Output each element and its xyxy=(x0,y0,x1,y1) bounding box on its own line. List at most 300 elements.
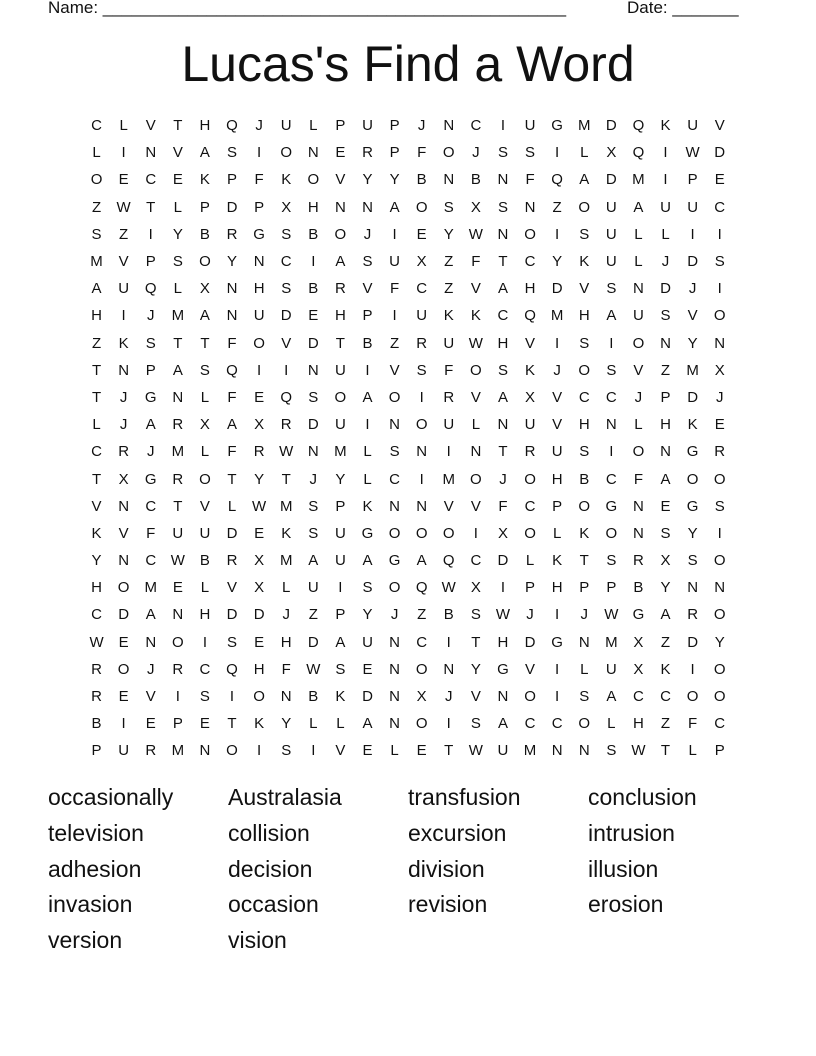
grid-letter: I xyxy=(690,660,695,678)
grid-letter: S xyxy=(606,280,617,298)
grid-letter: A xyxy=(227,416,238,434)
grid-letter: I xyxy=(365,416,370,434)
grid-letter: S xyxy=(227,144,238,162)
grid-letter: D xyxy=(226,606,238,624)
grid-letter: J xyxy=(282,606,290,624)
grid-letter: W xyxy=(468,334,483,352)
grid-letter: R xyxy=(443,388,455,406)
grid-letter: C xyxy=(280,253,292,271)
grid-letter: F xyxy=(688,715,698,733)
grid-letter: Y xyxy=(714,633,725,651)
grid-letter: S xyxy=(362,579,373,597)
grid-letter: T xyxy=(91,361,102,379)
grid-letter: V xyxy=(145,117,156,135)
grid-letter: O xyxy=(632,334,645,352)
grid-letter: V xyxy=(470,497,481,515)
grid-letter: F xyxy=(498,497,508,515)
grid-letter: N xyxy=(497,416,509,434)
grid-letter: S xyxy=(606,361,617,379)
grid-letter: D xyxy=(605,117,617,135)
grid-letter: S xyxy=(145,334,156,352)
grid-letter: L xyxy=(390,742,399,760)
grid-letter: X xyxy=(118,470,129,488)
grid-letter: Y xyxy=(687,334,698,352)
grid-letter: M xyxy=(171,443,185,461)
grid-letter: G xyxy=(686,497,699,515)
grid-letter: Y xyxy=(172,225,183,243)
grid-letter: E xyxy=(335,144,346,162)
grid-letter: S xyxy=(579,688,590,706)
grid-letter: J xyxy=(580,606,588,624)
grid-letter: R xyxy=(334,280,346,298)
grid-letter: J xyxy=(661,253,670,271)
grid-letter: R xyxy=(362,144,373,162)
grid-letter: L xyxy=(580,660,589,678)
grid-letter: S xyxy=(470,606,481,624)
grid-letter: Z xyxy=(417,606,427,624)
grid-letter: P xyxy=(335,117,346,135)
grid-row xyxy=(83,737,733,764)
grid-letter: G xyxy=(388,552,401,570)
grid-letter: O xyxy=(334,388,347,406)
grid-letter: F xyxy=(525,171,535,189)
grid-letter: T xyxy=(281,470,291,488)
grid-letter: D xyxy=(687,388,699,406)
grid-letter: P xyxy=(227,171,238,189)
grid-letter: O xyxy=(253,688,265,706)
word-bank-item: vision xyxy=(228,927,287,954)
grid-letter: O xyxy=(442,524,455,542)
grid-letter: Y xyxy=(362,171,373,189)
word-bank-item: collision xyxy=(228,819,310,846)
grid-letter: P xyxy=(335,497,346,515)
word-bank-item: transfusion xyxy=(408,784,521,810)
grid-letter: A xyxy=(660,606,671,624)
grid-letter: F xyxy=(444,361,454,379)
grid-letter: I xyxy=(365,361,370,379)
grid-letter: U xyxy=(605,198,617,216)
grid-row xyxy=(83,166,733,193)
grid-letter: V xyxy=(281,334,292,352)
grid-letter: G xyxy=(144,388,157,406)
date-field: Date: _______ xyxy=(627,0,739,17)
grid-letter: I xyxy=(257,361,262,379)
word-bank-item: revision xyxy=(408,891,488,918)
grid-letter: T xyxy=(227,470,237,488)
grid-letter: K xyxy=(91,524,102,542)
grid-letter: P xyxy=(335,606,346,624)
grid-letter: N xyxy=(307,144,319,162)
word-bank-item: excursion xyxy=(408,819,507,846)
grid-letter: E xyxy=(362,660,373,678)
grid-letter: U xyxy=(334,552,346,570)
grid-letter: D xyxy=(687,253,699,271)
grid-letter: R xyxy=(91,660,102,678)
grid-letter: X xyxy=(497,524,508,542)
grid-letter: B xyxy=(416,171,427,189)
grid-letter: N xyxy=(389,497,400,515)
grid-letter: J xyxy=(499,470,507,488)
grid-letter: W xyxy=(279,443,294,461)
grid-letter: K xyxy=(579,524,590,542)
grid-letter: N xyxy=(226,307,238,325)
grid-letter: T xyxy=(579,552,589,570)
grid-letter: O xyxy=(90,171,103,189)
grid-letter: U xyxy=(334,361,346,379)
word-bank-item: decision xyxy=(228,855,313,882)
grid-letter: N xyxy=(497,688,509,706)
grid-letter: U xyxy=(280,117,292,135)
grid-row xyxy=(83,221,733,248)
grid-letter: H xyxy=(91,307,102,325)
grid-letter: J xyxy=(146,443,155,461)
grid-letter: G xyxy=(632,606,645,624)
grid-letter: V xyxy=(714,117,725,135)
grid-letter: C xyxy=(524,253,536,271)
grid-letter: V xyxy=(199,497,210,515)
grid-letter: I xyxy=(717,225,722,243)
grid-letter: O xyxy=(524,470,536,488)
grid-letter: O xyxy=(578,361,591,379)
grid-letter: X xyxy=(525,388,536,406)
grid-letter: C xyxy=(605,470,617,488)
letter-grid xyxy=(83,112,733,765)
grid-letter: I xyxy=(446,443,451,461)
grid-letter: F xyxy=(146,524,156,542)
grid-letter: D xyxy=(660,280,671,298)
grid-letter: H xyxy=(280,633,292,651)
grid-letter: M xyxy=(90,253,103,271)
grid-letter: P xyxy=(579,579,590,597)
grid-letter: A xyxy=(660,470,671,488)
grid-letter: V xyxy=(633,361,644,379)
grid-letter: S xyxy=(579,225,590,243)
grid-letter: W xyxy=(306,660,321,678)
grid-letter: A xyxy=(308,552,319,570)
grid-letter: J xyxy=(417,117,426,135)
grid-letter: V xyxy=(335,742,346,760)
grid-letter: N xyxy=(443,171,455,189)
grid-letter: B xyxy=(308,225,319,243)
grid-letter: K xyxy=(335,688,346,706)
grid-letter: O xyxy=(713,688,726,706)
grid-letter: H xyxy=(578,416,590,434)
grid-letter: Q xyxy=(226,660,238,678)
grid-letter: Q xyxy=(226,361,238,379)
word-bank-item: adhesion xyxy=(48,855,142,882)
grid-letter: C xyxy=(714,715,726,733)
grid-letter: D xyxy=(362,688,373,706)
grid-letter: C xyxy=(199,660,211,678)
grid-letter: V xyxy=(335,171,346,189)
grid-letter: O xyxy=(578,715,591,733)
grid-letter: L xyxy=(227,497,237,515)
grid-letter: T xyxy=(91,388,102,406)
grid-letter: D xyxy=(307,416,319,434)
grid-letter: A xyxy=(606,307,617,325)
grid-letter: V xyxy=(91,497,102,515)
grid-letter: T xyxy=(91,470,102,488)
grid-letter: N xyxy=(389,660,400,678)
grid-row xyxy=(83,710,733,737)
grid-letter: F xyxy=(227,388,237,406)
grid-letter: E xyxy=(660,497,671,515)
grid-letter: C xyxy=(633,688,644,706)
grid-letter: U xyxy=(118,742,130,760)
grid-row xyxy=(83,275,733,302)
grid-letter: P xyxy=(660,388,671,406)
grid-letter: N xyxy=(389,633,400,651)
grid-letter: D xyxy=(605,171,617,189)
grid-letter: E xyxy=(118,633,129,651)
grid-letter: I xyxy=(392,307,397,325)
grid-letter: I xyxy=(555,660,560,678)
grid-letter: C xyxy=(660,688,671,706)
grid-letter: N xyxy=(362,198,373,216)
grid-letter: C xyxy=(145,171,157,189)
grid-letter: G xyxy=(361,524,374,542)
grid-letter: I xyxy=(419,470,424,488)
grid-letter: N xyxy=(714,579,726,597)
grid-letter: P xyxy=(714,742,725,760)
grid-letter: U xyxy=(362,117,373,135)
grid-letter: I xyxy=(229,688,235,706)
grid-letter: O xyxy=(388,524,401,542)
grid-letter: A xyxy=(579,171,590,189)
grid-letter: U xyxy=(633,307,644,325)
word-bank xyxy=(48,780,768,959)
word-bank-item: erosion xyxy=(588,891,664,918)
grid-letter: C xyxy=(91,117,102,135)
grid-letter: N xyxy=(389,416,400,434)
grid-letter: I xyxy=(148,225,153,243)
grid-letter: H xyxy=(497,633,509,651)
grid-letter: G xyxy=(253,225,265,243)
grid-letter: I xyxy=(311,742,316,760)
grid-letter: K xyxy=(118,334,129,352)
grid-letter: W xyxy=(495,606,511,624)
grid-letter: O xyxy=(280,144,293,162)
grid-letter: F xyxy=(633,470,643,488)
grid-letter: L xyxy=(688,742,697,760)
grid-letter: R xyxy=(172,660,184,678)
grid-letter: V xyxy=(525,660,536,678)
grid-letter: T xyxy=(227,715,237,733)
grid-letter: U xyxy=(605,225,617,243)
grid-letter: J xyxy=(445,688,453,706)
grid-letter: S xyxy=(308,497,319,515)
grid-letter: D xyxy=(118,606,130,624)
grid-letter: J xyxy=(146,660,155,678)
grid-letter: Q xyxy=(524,307,536,325)
grid-letter: B xyxy=(308,688,319,706)
grid-letter: N xyxy=(145,633,157,651)
grid-letter: I xyxy=(500,117,506,135)
grid-letter: S xyxy=(281,225,292,243)
grid-letter: Q xyxy=(551,171,563,189)
grid-letter: L xyxy=(282,579,291,597)
grid-letter: S xyxy=(687,552,698,570)
grid-letter: K xyxy=(660,660,671,678)
grid-letter: E xyxy=(254,524,265,542)
grid-letter: I xyxy=(690,225,695,243)
grid-letter: R xyxy=(118,443,130,461)
grid-letter: M xyxy=(550,307,564,325)
grid-row xyxy=(83,601,733,628)
grid-letter: W xyxy=(468,225,483,243)
grid-letter: Q xyxy=(280,388,293,406)
grid-letter: O xyxy=(415,524,428,542)
grid-letter: H xyxy=(660,416,671,434)
grid-letter: N xyxy=(687,579,699,597)
grid-letter: O xyxy=(713,307,726,325)
grid-letter: I xyxy=(446,633,451,651)
grid-row xyxy=(83,547,733,574)
grid-letter: U xyxy=(687,117,699,135)
grid-letter: P xyxy=(145,253,156,271)
grid-letter: A xyxy=(633,198,644,216)
grid-letter: F xyxy=(389,280,400,298)
grid-letter: O xyxy=(524,225,536,243)
grid-letter: R xyxy=(253,443,265,461)
grid-letter: O xyxy=(253,334,265,352)
grid-letter: O xyxy=(117,660,130,678)
grid-letter: N xyxy=(118,552,130,570)
grid-letter: R xyxy=(687,606,699,624)
grid-letter: U xyxy=(172,524,184,542)
grid-letter: O xyxy=(388,579,401,597)
grid-letter: O xyxy=(524,688,536,706)
grid-letter: A xyxy=(497,715,508,733)
grid-letter: L xyxy=(634,225,643,243)
grid-letter: L xyxy=(200,388,210,406)
grid-letter: B xyxy=(633,579,644,597)
grid-letter: R xyxy=(226,552,238,570)
grid-letter: K xyxy=(443,307,454,325)
grid-letter: M xyxy=(279,497,293,515)
grid-letter: N xyxy=(199,742,211,760)
grid-letter: C xyxy=(91,443,102,461)
grid-letter: N xyxy=(226,280,238,298)
word-bank-item: Australasia xyxy=(228,784,342,810)
grid-letter: O xyxy=(171,633,184,651)
grid-letter: I xyxy=(555,606,560,624)
grid-letter: S xyxy=(660,524,671,542)
grid-letter: M xyxy=(686,361,699,379)
grid-letter: O xyxy=(226,742,238,760)
grid-letter: E xyxy=(254,633,265,651)
grid-letter: I xyxy=(392,225,397,243)
grid-letter: W xyxy=(468,742,483,760)
grid-letter: H xyxy=(633,715,644,733)
grid-letter: Y xyxy=(470,660,481,678)
grid-letter: X xyxy=(660,552,671,570)
grid-letter: O xyxy=(470,470,482,488)
grid-letter: Q xyxy=(144,280,157,298)
grid-letter: P xyxy=(687,171,698,189)
grid-letter: L xyxy=(525,552,535,570)
grid-letter: R xyxy=(633,552,644,570)
grid-letter: O xyxy=(442,144,455,162)
grid-letter: P xyxy=(525,579,536,597)
grid-letter: U xyxy=(497,742,509,760)
grid-letter: K xyxy=(687,416,698,434)
grid-row xyxy=(83,683,733,710)
grid-letter: I xyxy=(473,524,478,542)
grid-letter: N xyxy=(416,443,428,461)
grid-letter: A xyxy=(606,688,617,706)
grid-letter: E xyxy=(308,307,319,325)
grid-letter: E xyxy=(254,388,265,406)
grid-letter: B xyxy=(362,334,373,352)
grid-letter: J xyxy=(390,606,399,624)
grid-row xyxy=(83,139,733,166)
grid-letter: N xyxy=(280,688,292,706)
grid-letter: K xyxy=(660,117,671,135)
grid-letter: C xyxy=(578,388,590,406)
grid-letter: K xyxy=(362,497,373,515)
grid-letter: L xyxy=(607,715,616,733)
grid-row xyxy=(83,302,733,329)
grid-letter: X xyxy=(199,280,210,298)
grid-letter: X xyxy=(470,198,481,216)
grid-letter: A xyxy=(362,388,373,406)
grid-letter: R xyxy=(280,416,292,434)
grid-letter: U xyxy=(551,443,563,461)
grid-letter: I xyxy=(717,280,722,298)
grid-letter: N xyxy=(253,253,265,271)
grid-letter: X xyxy=(633,633,644,651)
grid-letter: I xyxy=(717,524,722,542)
grid-letter: U xyxy=(334,524,346,542)
grid-letter: H xyxy=(497,334,509,352)
grid-letter: L xyxy=(200,579,210,597)
grid-letter: B xyxy=(579,470,590,488)
grid-letter: W xyxy=(604,606,619,624)
grid-letter: D xyxy=(253,606,265,624)
grid-letter: Y xyxy=(281,715,292,733)
grid-letter: S xyxy=(281,280,292,298)
grid-letter: V xyxy=(389,361,400,379)
grid-letter: S xyxy=(172,253,183,271)
grid-letter: S xyxy=(308,388,319,406)
grid-letter: N xyxy=(633,524,644,542)
grid-letter: V xyxy=(118,524,129,542)
grid-letter: O xyxy=(199,470,211,488)
grid-letter: N xyxy=(714,334,726,352)
grid-letter: L xyxy=(173,280,182,298)
grid-letter: T xyxy=(173,334,183,352)
grid-letter: A xyxy=(362,715,373,733)
grid-letter: O xyxy=(632,443,645,461)
grid-letter: C xyxy=(145,552,157,570)
grid-letter: Y xyxy=(335,470,346,488)
grid-letter: L xyxy=(309,117,318,135)
grid-letter: O xyxy=(307,171,320,189)
grid-letter: H xyxy=(578,307,590,325)
grid-letter: W xyxy=(631,742,646,760)
grid-letter: N xyxy=(307,443,319,461)
grid-letter: S xyxy=(525,144,536,162)
grid-letter: E xyxy=(714,416,725,434)
grid-letter: Q xyxy=(442,552,455,570)
grid-letter: V xyxy=(579,280,590,298)
grid-letter: L xyxy=(471,416,481,434)
grid-letter: G xyxy=(497,660,509,678)
grid-letter: T xyxy=(335,334,345,352)
grid-letter: U xyxy=(118,280,130,298)
grid-letter: Q xyxy=(632,117,645,135)
